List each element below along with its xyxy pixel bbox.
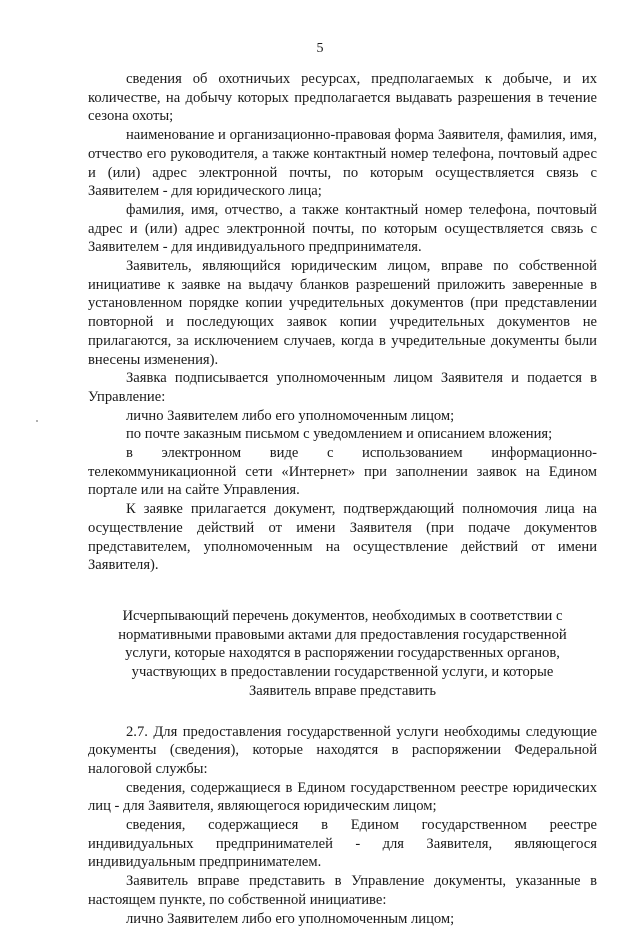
paragraph: 2.7. Для предоставления государственной услуги необходимы следующие документы (сведения), которые находятся в распоряжении Федеральной налоговой службы: (88, 723, 597, 777)
paragraph: Заявитель, являющийся юридическим лицом, вправе по собственной инициативе к заявке на выдачу бланков разрешений приложить заверенные в установленном порядке копии учредительных документов (при представлении повторной и последующих заявок копии учредительных документов не прилагаются, за исключением случаев, когда в учредительные документы были внесены изменения). (88, 258, 597, 368)
section-heading: Исчерпывающий перечень документов, необходимых в соответствии с нормативными правовыми актами для предоставления государственной услуги, которые находятся в распоряжении государственных органов, участвующих в предоставлении государственной услуги, и которые Заявитель вправе представить (118, 607, 567, 699)
page-number: 5 (316, 41, 324, 56)
paragraph: лично Заявителем либо его уполномоченным лицом; (126, 407, 455, 424)
paragraph: сведения об охотничьих ресурсах, предполагаемых к добыче, и их количестве, на добычу которых предполагается выдавать разрешения в течение сезона охоты; (88, 71, 597, 125)
paragraph: сведения, содержащиеся в Едином государственном реестре индивидуальных предпринимателей - для Заявителя, являющегося индивидуальным предпринимателем. (88, 817, 597, 871)
paragraph: по почте заказным письмом с уведомлением и описанием вложения; (126, 426, 553, 443)
paragraph: Заявитель вправе представить в Управление документы, указанные в настоящем пункте, по собственной инициативе: (88, 873, 597, 908)
paragraph: наименование и организационно-правовая форма Заявителя, фамилия, имя, отчество его руководителя, а также контактный номер телефона, почтовый адрес и (или) адрес электронной почты, по которым осуществляется связь с Заявителем - для юридического лица; (88, 127, 597, 200)
paragraph: сведения, содержащиеся в Едином государственном реестре юридических лиц - для Заявителя, являющегося юридическим лицом; (88, 779, 597, 815)
document-body (88, 70, 597, 928)
paragraph: Заявка подписывается уполномоченным лицом Заявителя и подается в Управление: (88, 370, 597, 405)
paragraph: фамилия, имя, отчество, а также контактный номер телефона, почтовый адрес и (или) адрес электронной почты, по которым осуществляется связь с Заявителем - для индивидуального предпринимателя. (88, 201, 597, 256)
paragraph: в электронном виде с использованием информационно-телекоммуникационной сети «Интернет» при заполнении заявок на Едином портале или на сайте Управления. (88, 445, 597, 499)
paragraph: лично Заявителем либо его уполномоченным лицом; (126, 910, 455, 927)
paragraph: К заявке прилагается документ, подтверждающий полномочия лица на осуществление действий от имени Заявителя (при подаче документов представителем, уполномоченным на осуществление действий от имени Заявителя). (88, 501, 597, 574)
margin-mark (36, 420, 38, 422)
